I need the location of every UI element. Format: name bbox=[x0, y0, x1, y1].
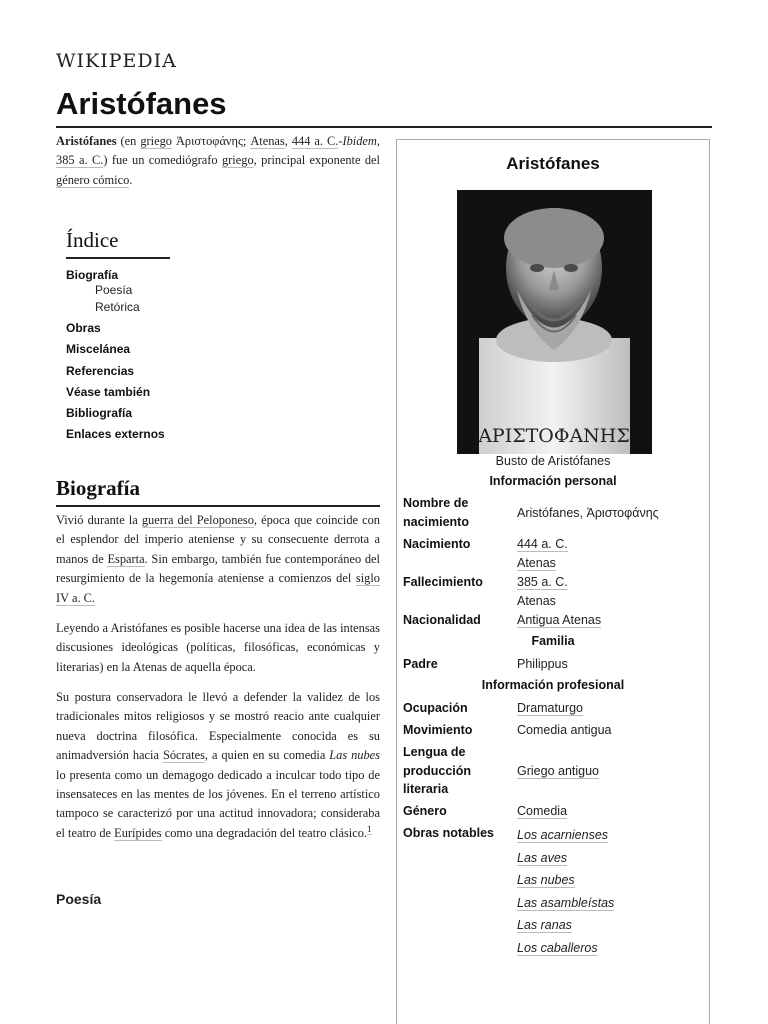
work-link[interactable]: Las nubes bbox=[517, 873, 575, 888]
toc-item-biografia[interactable] bbox=[66, 265, 266, 316]
lead-text: , bbox=[284, 134, 292, 148]
value-movimiento: Comedia antigua bbox=[517, 723, 612, 737]
link-siglo-iv[interactable]: siglo IV a. C. bbox=[56, 571, 380, 605]
lead-text: . bbox=[129, 172, 133, 187]
link-444[interactable]: 444 a. C. bbox=[291, 134, 339, 148]
link-atenas[interactable]: Atenas bbox=[250, 134, 285, 148]
biografia-paragraph-2: Leyendo a Aristófanes es posible hacerse una idea de las intensas discusiones ideológicas (políticas, filosóficas, económicas y literarias) en la Atenas de aquella época. bbox=[56, 621, 380, 674]
link-dramaturgo[interactable]: Dramaturgo bbox=[517, 701, 583, 715]
toc-item-bibliografia[interactable]: Bibliografía bbox=[66, 406, 133, 421]
link-euripides[interactable]: Eurípides bbox=[114, 825, 162, 840]
title-divider bbox=[56, 126, 712, 128]
toc-title: Índice bbox=[66, 228, 170, 259]
toc-item-miscelanea[interactable]: Miscelánea bbox=[66, 342, 131, 357]
value-padre: Philippus bbox=[517, 657, 568, 671]
toc-item-vease-tambien[interactable]: Véase también bbox=[66, 384, 151, 399]
work-link[interactable]: Los acarnienses bbox=[517, 828, 609, 842]
value-nacimiento bbox=[517, 535, 703, 572]
section-biografia bbox=[56, 476, 380, 507]
work-link[interactable]: Las aves bbox=[517, 850, 568, 865]
biografia-paragraph-1 bbox=[56, 511, 380, 608]
toc-item-retorica[interactable]: Retórica bbox=[95, 300, 140, 315]
toc-item-label[interactable]: Biografía bbox=[66, 268, 119, 282]
toc-list bbox=[66, 265, 266, 445]
link-socrates[interactable]: Sócrates bbox=[162, 748, 205, 763]
page-title: Aristófanes bbox=[56, 86, 227, 121]
fallecimiento-lugar: Atenas bbox=[517, 593, 556, 608]
value-nacionalidad bbox=[517, 611, 703, 630]
link-fallecimiento-fecha[interactable]: 385 a. C. bbox=[517, 575, 568, 589]
link-genero-comico[interactable]: género cómico bbox=[56, 172, 130, 187]
value-ocupacion bbox=[517, 699, 703, 718]
value-nombre-nacimiento: Aristófanes, Ἀριστοφάνης bbox=[517, 506, 659, 520]
paragraph-text: como una degradación del teatro clásico. bbox=[161, 825, 368, 840]
paragraph-text: lo presenta como un demagogo dedicado a inculcar todo tipo de insensateces en las mentes de los jóvenes. En el terreno artístico tampoco se caracterizó por una actitud innovadora; consideraba el teatro de bbox=[56, 767, 380, 840]
paragraph-text: , a quien en su comedia bbox=[204, 748, 330, 763]
wikipedia-logo[interactable]: WIKIPEDIA bbox=[56, 50, 177, 72]
image-caption: Busto de Aristófanes bbox=[495, 454, 611, 468]
label-nacimiento: Nacimiento bbox=[403, 537, 471, 551]
paragraph-text: . Sin embargo, también fue contemporáneo del resurgimiento de la hegemonía ateniense a comienzos del bbox=[56, 551, 380, 586]
infobox-header-profesional: Información profesional bbox=[481, 678, 625, 692]
infobox-header-personal: Información personal bbox=[489, 474, 617, 488]
work-link[interactable]: Los caballeros bbox=[517, 940, 598, 955]
value-lengua bbox=[517, 762, 703, 781]
label-nacionalidad: Nacionalidad bbox=[403, 613, 481, 627]
work-item[interactable] bbox=[517, 847, 703, 870]
link-griego-antiguo[interactable]: Griego antiguo bbox=[517, 764, 600, 778]
label-nombre-nacimiento: Nombre de nacimiento bbox=[403, 496, 469, 529]
infobox-header-familia: Familia bbox=[531, 634, 575, 648]
bust-image[interactable] bbox=[457, 190, 652, 454]
paragraph-text: , época que coincide con el esplendor del imperio ateniense y su consecuente derrota a manos de bbox=[56, 513, 380, 566]
work-link[interactable]: Las asambleístas bbox=[517, 895, 615, 910]
link-guerra-peloponeso[interactable]: guerra del Peloponeso bbox=[141, 513, 254, 527]
value-genero bbox=[517, 802, 703, 821]
paragraph-text: Vivió durante la bbox=[56, 513, 142, 527]
lead-text: , principal exponente del bbox=[253, 153, 380, 168]
italic-title: Las nubes bbox=[329, 748, 381, 763]
work-item[interactable] bbox=[517, 824, 703, 847]
footnote-ref[interactable]: 1 bbox=[367, 823, 372, 834]
link-griego-2[interactable]: griego bbox=[221, 153, 254, 168]
toc-item-enlaces-externos[interactable]: Enlaces externos bbox=[66, 427, 165, 442]
biografia-paragraph-3 bbox=[56, 688, 380, 843]
link-385[interactable]: 385 a. C. bbox=[56, 153, 104, 168]
toc-item-poesia[interactable]: Poesía bbox=[95, 283, 133, 298]
value-fallecimiento bbox=[517, 573, 703, 610]
link-antigua-atenas[interactable]: Antigua Atenas bbox=[517, 613, 602, 627]
works-list bbox=[517, 824, 703, 960]
lead-paragraph bbox=[56, 132, 380, 190]
paragraph-text: Su postura conservadora le llevó a defender la validez de los tradicionales mitos religiosos y se mostró reacio ante cualquier nueva doctrina filosófica. Especialmente conocida es su animadversión hacia bbox=[56, 690, 380, 763]
lead-italic: Ibidem bbox=[342, 134, 377, 148]
table-of-contents bbox=[66, 228, 266, 445]
infobox bbox=[396, 139, 710, 1024]
link-nacimiento-fecha[interactable]: 444 a. C. bbox=[517, 537, 568, 551]
value-obras-notables bbox=[517, 824, 703, 960]
section-heading-poesia: Poesía bbox=[56, 891, 102, 907]
link-esparta[interactable]: Esparta bbox=[107, 551, 145, 566]
label-movimiento: Movimiento bbox=[403, 723, 473, 737]
link-griego[interactable]: griego bbox=[140, 134, 172, 148]
label-fallecimiento: Fallecimiento bbox=[403, 575, 483, 589]
bust-inscription: ΑΡΙΣΤΟΦΑΝΗΣ bbox=[478, 425, 630, 447]
label-genero: Género bbox=[403, 804, 447, 818]
label-ocupacion: Ocupación bbox=[403, 701, 468, 715]
lead-text: , bbox=[376, 134, 380, 148]
label-obras-notables: Obras notables bbox=[403, 826, 494, 840]
work-item[interactable] bbox=[517, 937, 703, 960]
lead-section bbox=[56, 132, 380, 190]
lead-text: ) fue un comediógrafo bbox=[103, 153, 222, 168]
label-padre: Padre bbox=[403, 657, 438, 671]
toc-item-obras[interactable]: Obras bbox=[66, 321, 101, 336]
label-lengua: Lengua de producción literaria bbox=[403, 745, 472, 796]
work-item[interactable] bbox=[517, 892, 703, 915]
work-link[interactable]: Las ranas bbox=[517, 918, 572, 933]
infobox-title: Aristófanes bbox=[506, 154, 600, 173]
lead-text: Ἀριστοφάνης; bbox=[172, 134, 251, 148]
lead-bold-name: Aristófanes bbox=[56, 134, 117, 148]
link-nacimiento-lugar[interactable]: Atenas bbox=[517, 555, 556, 570]
toc-item-referencias[interactable]: Referencias bbox=[66, 363, 135, 378]
link-comedia[interactable]: Comedia bbox=[517, 804, 568, 818]
lead-text: - bbox=[338, 134, 343, 148]
section-heading-biografia: Biografía bbox=[56, 476, 380, 507]
toc-sublist bbox=[95, 282, 266, 316]
lead-text: (en bbox=[116, 134, 141, 148]
work-item[interactable] bbox=[517, 914, 703, 937]
work-item[interactable] bbox=[517, 869, 703, 892]
